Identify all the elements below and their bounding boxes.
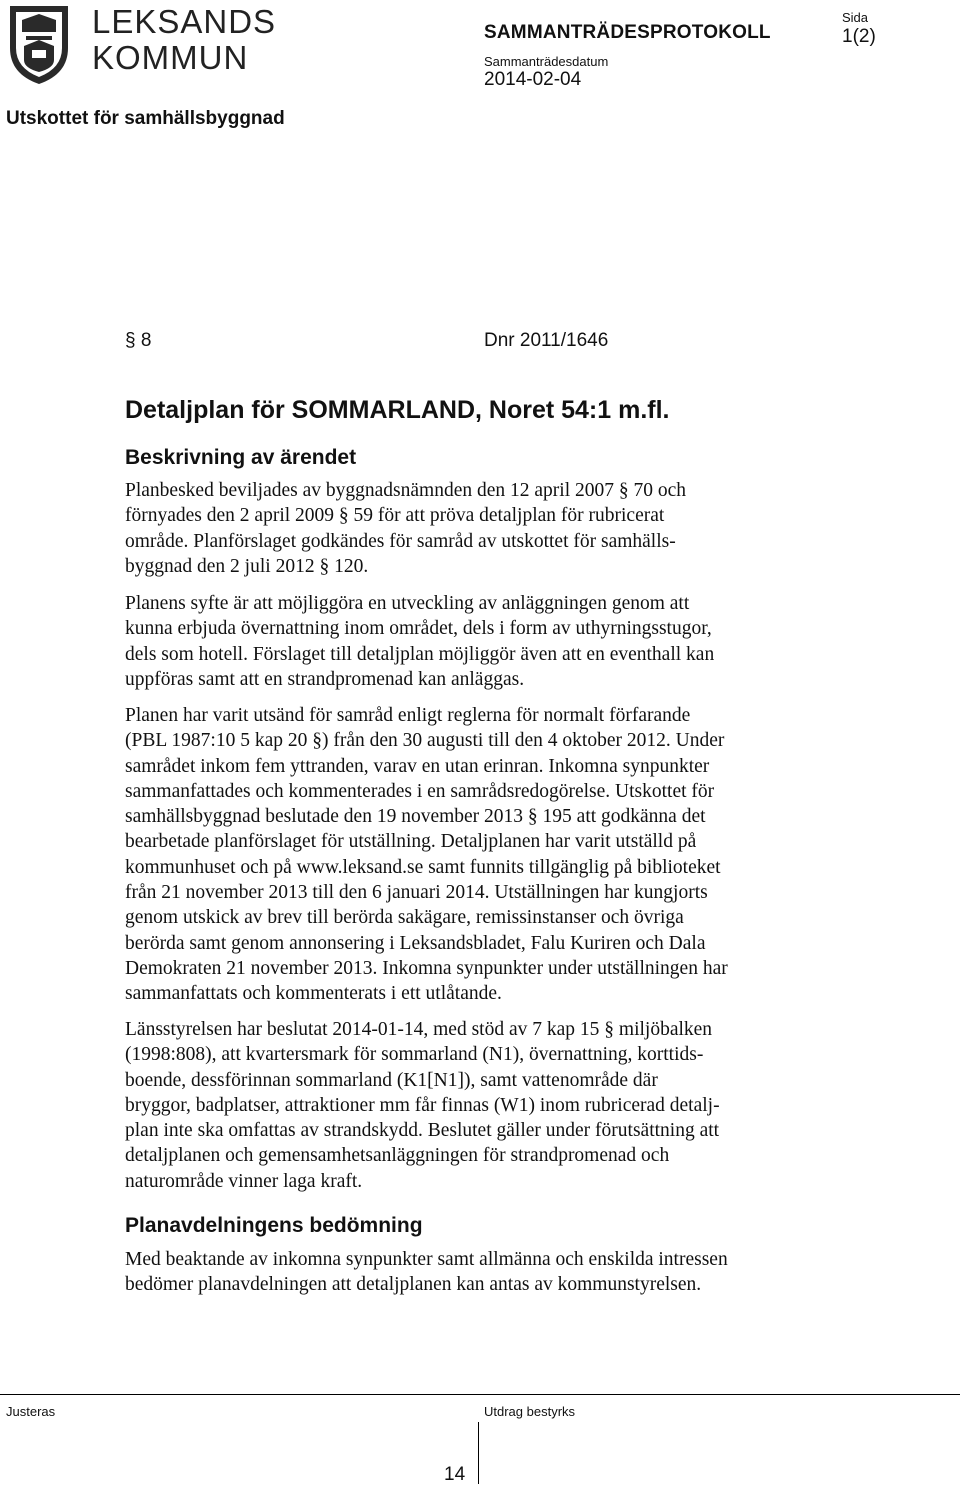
text-line: Planbesked beviljades av byggnadsnämnden den 12 april 2007 § 70 och	[125, 480, 687, 501]
text-line: Planen har varit utsänd för samråd enligt reglerna för normalt förfarande	[125, 705, 691, 726]
description-paragraph-4	[125, 1017, 720, 1194]
meeting-date-value: 2014-02-04	[484, 69, 582, 90]
footer-divider	[478, 1422, 479, 1484]
text-line: detaljplanen och gemensamhetsanläggningen för strandpromenad och	[125, 1145, 670, 1167]
text-line: plan inte ska omfattas av strandskydd. Beslutet gäller under förutsättning att	[125, 1120, 720, 1142]
meeting-date-label: Sammanträdesdatum	[484, 54, 609, 69]
text-line: Planens syfte är att möjliggöra en utveckling av anläggningen genom att	[125, 593, 690, 614]
text-line: berörda samt genom annonsering i Leksandsbladet, Falu Kuriren och Dala	[125, 932, 706, 954]
paragraph-number: § 8	[125, 330, 152, 351]
section-heading-evaluation: Planavdelningens bedömning	[125, 1214, 423, 1237]
text-line: bearbetade planförslaget för utställning. Detaljplanen har varit utställd på	[125, 831, 697, 853]
item-title: Detaljplan för SOMMARLAND, Noret 54:1 m.fl.	[125, 396, 670, 424]
text-line: boende, dessförinnan sommarland (K1[N1]), samt vattenområde där	[125, 1069, 658, 1091]
text-line: naturområde vinner laga kraft.	[125, 1170, 363, 1192]
text-line: sammanfattades och kommenterades i en samrådsredogörelse. Utskottet för	[125, 780, 715, 802]
page-label: Sida	[842, 10, 869, 25]
text-line: kommunhuset och på www.leksand.se samt funnits tillgänglig på biblioteket	[125, 856, 721, 878]
page-value: 1(2)	[842, 26, 876, 47]
text-line: uppföras samt att en strandpromenad kan anläggas.	[125, 668, 525, 690]
text-line: genom utskick av brev till berörda sakägare, remissinstanser och övriga	[125, 907, 684, 929]
logo-line-2: KOMMUN	[92, 39, 249, 76]
description-paragraph-2	[125, 591, 714, 692]
text-line: samhällsbyggnad beslutade den 19 november 2013 § 195 att godkänna det	[125, 806, 706, 828]
municipality-coat-of-arms-logo	[6, 2, 72, 86]
footer-rule	[0, 1394, 960, 1395]
text-line: område. Planförslaget godkändes för samråd av utskottet för samhälls-	[125, 530, 676, 552]
committee-name: Utskottet för samhällsbyggnad	[6, 108, 285, 129]
text-line: kunna erbjuda övernattning inom området, dels i form av uthyrningsstugor,	[125, 618, 712, 640]
text-line: från 21 november 2013 till den 6 januari 2014. Utställningen har kungjorts	[125, 882, 708, 904]
text-line: dels som hotell. Förslaget till detaljplan möjliggör även att en eventhall kan	[125, 643, 715, 665]
text-line: (1998:808), att kvartersmark för sommarland (N1), övernattning, korttids-	[125, 1044, 704, 1066]
municipality-name-logo	[92, 4, 276, 76]
logo-line-1: LEKSANDS	[92, 3, 277, 40]
text-line: sammanfattats och kommenterats i ett utlåtande.	[125, 983, 502, 1005]
case-number: Dnr 2011/1646	[484, 330, 609, 351]
footer-utdrag-label: Utdrag bestyrks	[484, 1404, 576, 1419]
text-line: bedömer planavdelningen att detaljplanen kan antas av kommunstyrelsen.	[125, 1274, 702, 1296]
footer-page-number: 14	[444, 1464, 466, 1485]
description-paragraph-1	[125, 478, 686, 579]
text-line: förnyades den 2 april 2009 § 59 för att pröva detaljplan för rubricerat	[125, 505, 665, 527]
evaluation-paragraph-1	[125, 1247, 728, 1298]
text-line: Länsstyrelsen har beslutat 2014-01-14, med stöd av 7 kap 15 § miljöbalken	[125, 1019, 713, 1040]
text-line: samrådet inkom fem yttranden, varav en utan erinran. Inkomna synpunkter	[125, 755, 710, 777]
text-line: Demokraten 21 november 2013. Inkomna synpunkter under utställningen har	[125, 957, 728, 979]
description-paragraph-3	[125, 703, 728, 1007]
text-line: byggnad den 2 juli 2012 § 120.	[125, 555, 369, 577]
document-type: SAMMANTRÄDESPROTOKOLL	[484, 22, 771, 43]
text-line: Med beaktande av inkomna synpunkter samt allmänna och enskilda intressen	[125, 1249, 728, 1270]
section-heading-description: Beskrivning av ärendet	[125, 446, 357, 469]
text-line: (PBL 1987:10 5 kap 20 §) från den 30 augusti till den 4 oktober 2012. Under	[125, 730, 725, 752]
footer-justeras-label: Justeras	[6, 1404, 56, 1419]
text-line: bryggor, badplatser, attraktioner mm får finnas (W1) inom rubricerad detalj-	[125, 1094, 720, 1116]
